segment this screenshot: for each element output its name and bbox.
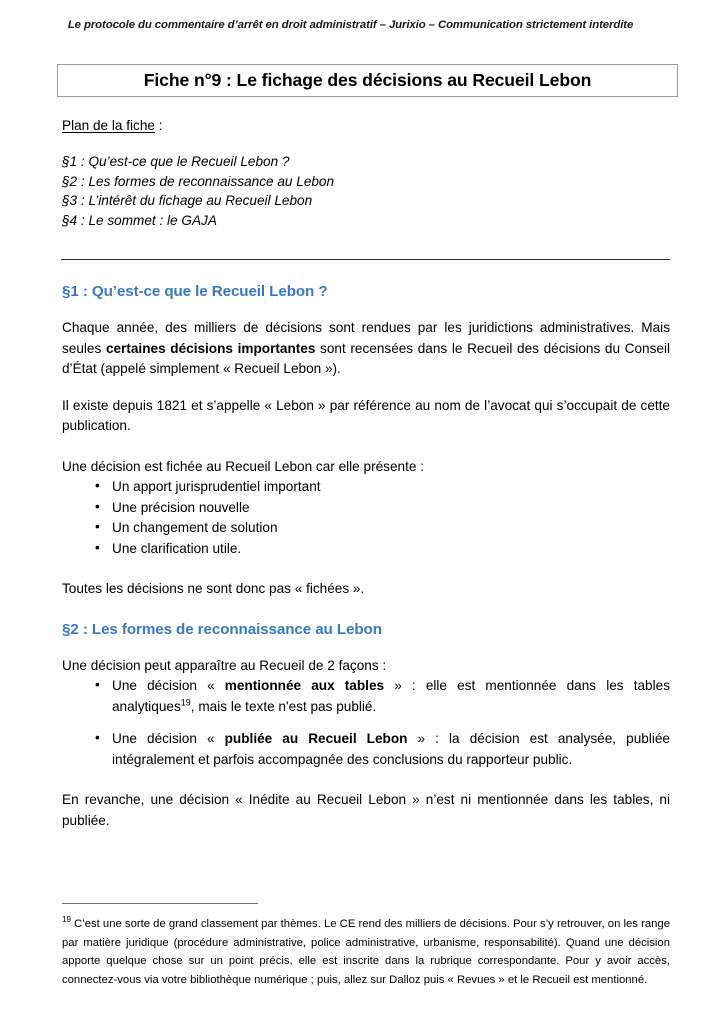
plan-label-colon: : xyxy=(154,118,163,133)
s2b1-part-b: » : elle est mentionnée dans les tables analytiques xyxy=(112,678,670,714)
list-item xyxy=(62,729,670,770)
s1p1-part-a: Chaque année, des milliers de décisions sont rendues par les juridictions administratives. Mais seules xyxy=(62,320,670,356)
section1-paragraph-4: Toutes les décisions ne sont donc pas « fichées ». xyxy=(62,581,365,596)
footnote-separator xyxy=(62,903,258,904)
plan-item-3: §3 : L’intérêt du fichage au Recueil Lebon xyxy=(62,193,313,208)
section2-bullet-list xyxy=(62,676,670,717)
fiche-title-box xyxy=(57,64,678,97)
plan-item-2: §2 : Les formes de reconnaissance au Lebon xyxy=(62,173,335,189)
document-body xyxy=(62,116,670,831)
plan-label-text: Plan de la fiche xyxy=(62,118,155,133)
section-heading-2: §2 : Les formes de reconnaissance au Lebon xyxy=(62,620,382,638)
list-item: • Un apport jurisprudentiel important xyxy=(62,477,670,498)
section2-paragraph-1: Une décision peut apparaître au Recueil de 2 façons : xyxy=(62,657,387,673)
plan-item-1: §1 : Qu’est-ce que le Recueil Lebon ? xyxy=(62,154,290,169)
section2-bullet-list-2 xyxy=(62,729,670,770)
running-header: Le protocole du commentaire d’arrêt en droit administratif – Jurixio – Communication strictement interdite xyxy=(67,19,634,31)
section2-paragraph-2: En revanche, une décision « Inédite au Recueil Lebon » n’est ni mentionnée dans les tables, ni publiée. xyxy=(62,792,670,828)
list-item: • Une précision nouvelle xyxy=(62,498,670,519)
footnote-number: 19 xyxy=(62,915,71,925)
list-item: • Un changement de solution xyxy=(62,518,670,539)
page-title: Fiche n°9 : Le fichage des décisions au Recueil Lebon xyxy=(143,69,592,90)
s2b2-part-b: » : la décision est analysée, publiée intégralement et parfois accompagnée des conclusions du rapporteur public. xyxy=(112,731,670,767)
s1p1-part-b: sont recensées dans le Recueil des décisions du Conseil d’État (appelé simplement « Recueil Lebon »). xyxy=(62,340,670,376)
s2b1-emphasis: mentionnée aux tables xyxy=(224,678,385,693)
section-heading-1: §1 : Qu’est-ce que le Recueil Lebon ? xyxy=(62,283,328,300)
section1-paragraph-2: Il existe depuis 1821 et s’appelle « Lebon » par référence au nom de l’avocat qui s’occupait de cette publication. xyxy=(62,397,670,433)
s2b1-part-a: Une décision « xyxy=(112,678,225,693)
list-item: • Une clarification utile. xyxy=(62,539,670,560)
s2b2-emphasis: publiée au Recueil Lebon xyxy=(224,731,408,746)
section-divider-rule xyxy=(61,259,670,260)
plan-list xyxy=(62,152,670,230)
s1p1-emphasis: certaines décisions importantes xyxy=(105,340,316,356)
s2b1-part-c: , mais le texte n'est pas publié. xyxy=(190,698,377,714)
footnote-marker-19[interactable]: 19 xyxy=(180,696,191,707)
section1-paragraph-3: Une décision est fichée au Recueil Lebon car elle présente : xyxy=(62,458,424,474)
footnote-text: C’est une sorte de grand classement par thèmes. Le CE rend des milliers de décisions. Pour s’y retrouver, on les range par matière juridique (procédure administrative, police administrative, urbanisme, responsabilité). Quand une décision apporte quelque chose sur un point précis, elle est inscrite dans la rubrique correspondante. Pour y avoir accès, connectez-vous via votre bibliothèque numérique ; puis, allez sur Dalloz puis « Revues » et le Recueil est mentionné. xyxy=(62,918,670,986)
list-item xyxy=(62,676,670,717)
plan-item-4: §4 : Le sommet : le GAJA xyxy=(62,212,217,228)
section1-bullet-list xyxy=(62,477,670,559)
s2b2-part-a: Une décision « xyxy=(112,731,225,746)
section1-paragraph-1 xyxy=(62,318,670,380)
footnote-19 xyxy=(62,915,670,989)
plan-label xyxy=(62,116,670,136)
